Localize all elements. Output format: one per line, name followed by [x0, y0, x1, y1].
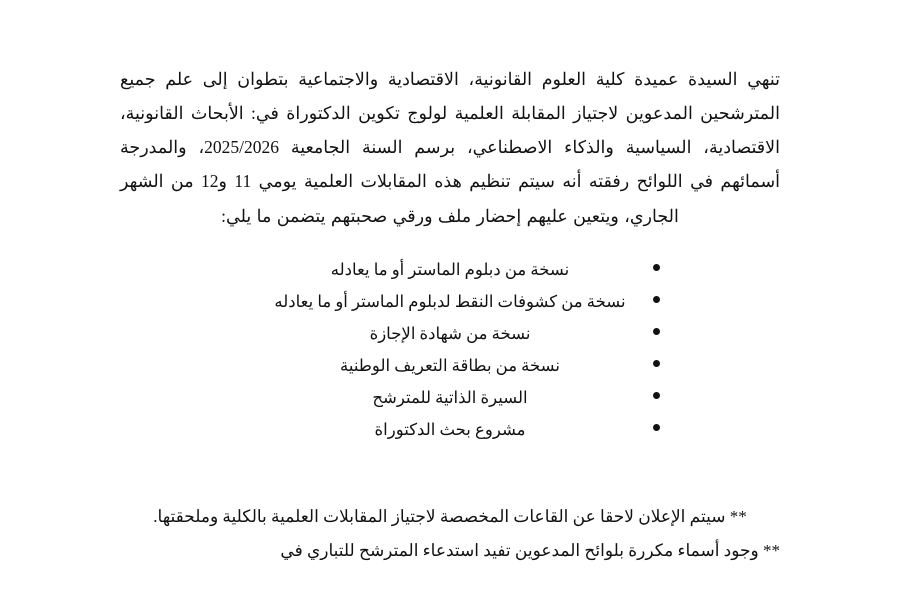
list-item [120, 257, 780, 289]
requirement-text: مشروع بحث الدكتوراة [374, 420, 526, 440]
note-halls-announcement: ** سيتم الإعلان لاحقا عن القاعات المخصصة لاجتياز المقابلات العلمية بالكلية وملحقتها. [153, 507, 747, 527]
intro-paragraph: تنهي السيدة عميدة كلية العلوم القانونية، الاقتصادية والاجتماعية بتطوان إلى علم جميع المترشحين المدعوين لاجتياز المقابلة العلمية لولوج تكوين الدكتوراة في: الأبحاث القانونية، الاقتصادية، السياسية والذكاء الاصطناعي، برسم السنة الجامعية 2025/2026، والمدرجة أسمائهم في اللوائح رفقته أنه سيتم تنظيم هذه المقابلات العلمية يومي 11 و12 من الشهر الجاري، ويتعين عليهم إحضار ملف ورقي صحبتهم يتضمن ما يلي: [120, 69, 780, 226]
bullet-icon [653, 424, 660, 431]
requirement-text: نسخة من دبلوم الماستر أو ما يعادله [330, 259, 570, 279]
list-item [120, 289, 780, 321]
bullet-icon [653, 296, 660, 303]
bullet-icon [653, 360, 660, 367]
requirements-list [120, 257, 780, 449]
bullet-icon [653, 328, 660, 335]
list-item [120, 353, 780, 385]
note-duplicate-names: ** وجود أسماء مكررة بلوائح المدعوين تفيد استدعاء المترشح للتباري في [280, 540, 780, 560]
list-item [120, 321, 780, 353]
bullet-icon [653, 264, 660, 271]
requirement-text: السيرة الذاتية للمترشح [372, 387, 528, 407]
bullet-icon [653, 392, 660, 399]
requirement-text: نسخة من كشوفات النقط لدبلوم الماستر أو ما يعادله [274, 291, 626, 311]
notes-section [120, 501, 780, 568]
list-item [120, 385, 780, 417]
list-item [120, 417, 780, 449]
requirement-text: نسخة من شهادة الإجازة [369, 323, 531, 343]
requirement-text: نسخة من بطاقة التعريف الوطنية [340, 355, 560, 375]
